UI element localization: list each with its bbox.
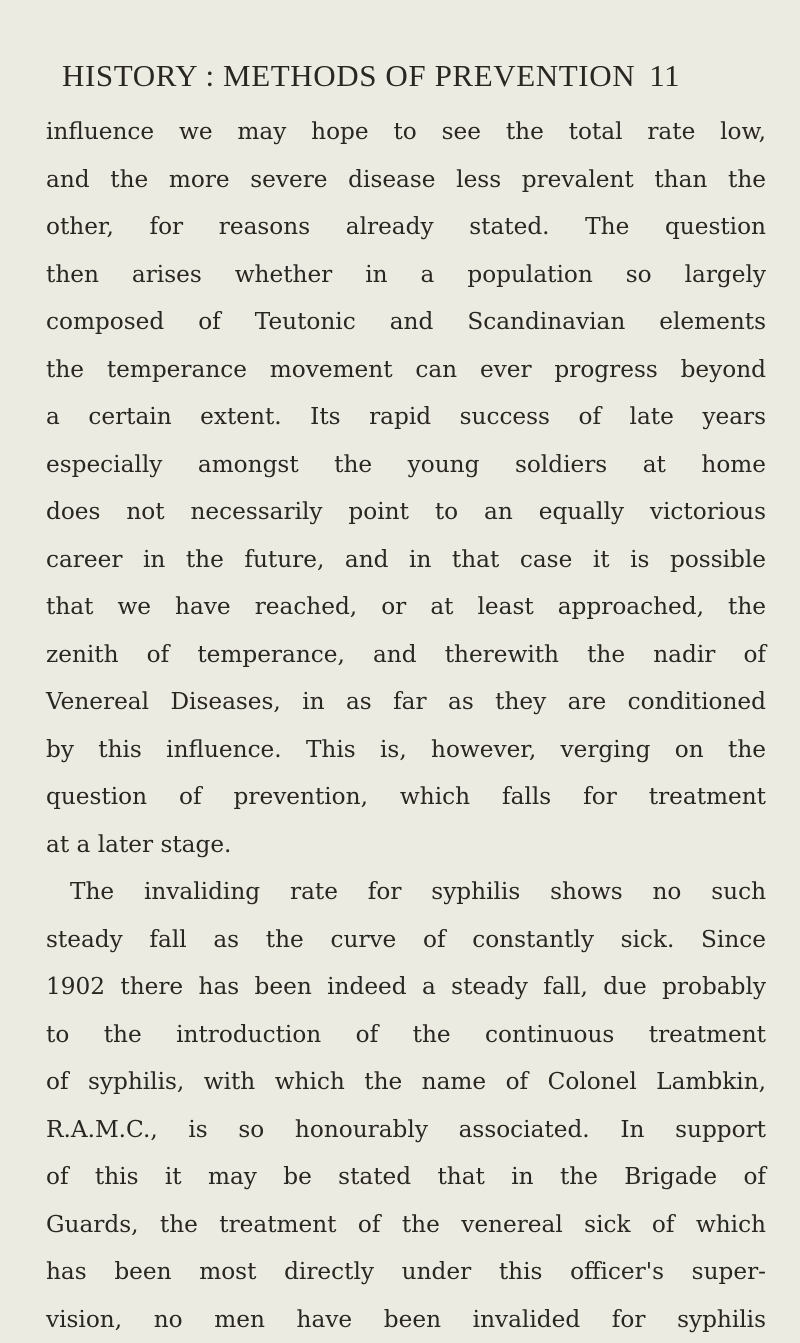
page-number: 11 (649, 58, 680, 93)
text-line: other, for reasons already stated. The question (46, 203, 766, 251)
text-line: vision, no men have been invalided for syphilis (46, 1296, 766, 1343)
text-line: a certain extent. Its rapid success of late years (46, 393, 766, 441)
running-head-title: HISTORY : METHODS OF PREVENTION (62, 58, 635, 93)
text-line: does not necessarily point to an equally victorious (46, 488, 766, 536)
text-line: Venereal Diseases, in as far as they are conditioned (46, 678, 766, 726)
text-line: zenith of temperance, and therewith the nadir of (46, 631, 766, 679)
text-line: 1902 there has been indeed a steady fall, due probably (46, 963, 766, 1011)
text-line: at a later stage. (46, 821, 766, 869)
text-line: composed of Teutonic and Scandinavian elements (46, 298, 766, 346)
text-line: that we have reached, or at least approached, the (46, 583, 766, 631)
text-line: influence we may hope to see the total rate low, (46, 108, 766, 156)
text-line: Guards, the treatment of the venereal sick of which (46, 1201, 766, 1249)
text-line: then arises whether in a population so largely (46, 251, 766, 299)
text-line: especially amongst the young soldiers at home (46, 441, 766, 489)
running-head (62, 58, 762, 94)
text-line: to the introduction of the continuous treatment (46, 1011, 766, 1059)
paragraph-start-line: The invaliding rate for syphilis shows no such (46, 868, 766, 916)
body-text (46, 108, 766, 1343)
text-line: has been most directly under this officer's super- (46, 1248, 766, 1296)
text-line: career in the future, and in that case it is possible (46, 536, 766, 584)
text-line: steady fall as the curve of constantly sick. Since (46, 916, 766, 964)
text-line: the temperance movement can ever progress beyond (46, 346, 766, 394)
text-line: and the more severe disease less prevalent than the (46, 156, 766, 204)
text-line: of syphilis, with which the name of Colonel Lambkin, (46, 1058, 766, 1106)
text-line: by this influence. This is, however, verging on the (46, 726, 766, 774)
text-line: question of prevention, which falls for treatment (46, 773, 766, 821)
text-line: of this it may be stated that in the Brigade of (46, 1153, 766, 1201)
text-line: R.A.M.C., is so honourably associated. In support (46, 1106, 766, 1154)
